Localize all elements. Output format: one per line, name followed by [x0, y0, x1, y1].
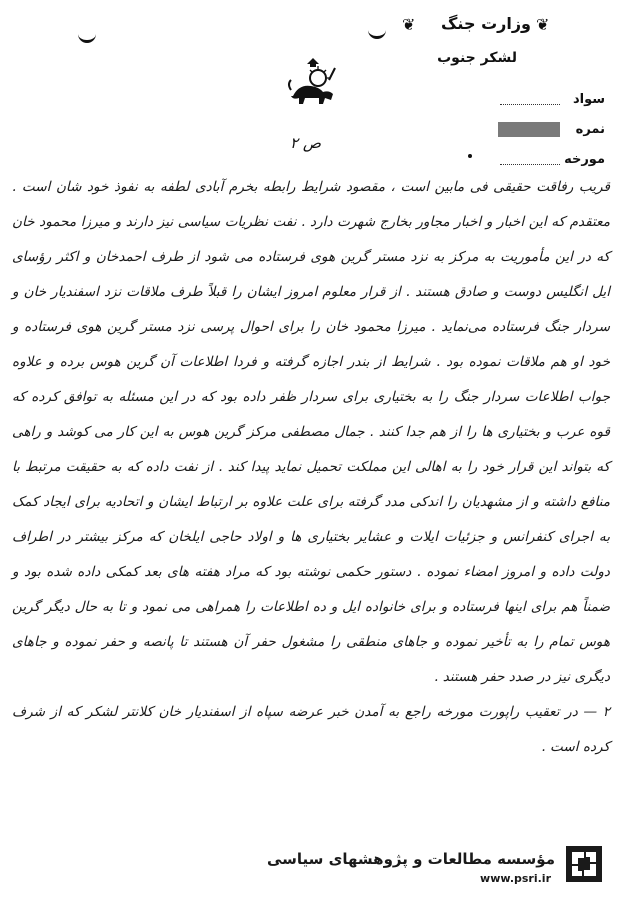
- ornament-right-icon: ❦: [536, 15, 550, 34]
- page-number: ص ۲: [290, 134, 321, 152]
- ink-dot: [468, 154, 472, 158]
- institute-name: مؤسسه مطالعات و پژوهشهای سیاسی: [266, 850, 555, 868]
- division-title: لشکر جنوب: [437, 50, 517, 66]
- date-label: مورخه: [564, 152, 605, 167]
- ornament-left-icon: ❦: [402, 15, 416, 34]
- copy-label: سواد: [572, 92, 605, 107]
- paragraph-2: ۲ — در تعقیب راپورت مورخه راجع به آمدن خبر عرضه سپاه از اسفندیار خان کلانتر لشکر که از شرف کرده است .: [12, 704, 610, 755]
- institute-url[interactable]: www.psri.ir: [480, 872, 551, 885]
- copy-line: [500, 104, 560, 105]
- paragraph-1: قریب رفاقت حقیقی فی مابین است ، مقصود شرایط رابطه بخرم آبادی لطفه به نفوذ خود شان است . معتقدم که این اخبار و اخبار مجاور بخارج شهرت دارد . نفت نظریات سیاسی نیز دارند و میرزا محمود خان که در این مأموریت به مرکز به نزد مستر گرین هوی فرستاده می شود از طرف احمدخان و اکثر رؤسای ایل انگلیس دوست و صادق هستند . از قرار معلوم امروز ایشان را قبلاً طرف ملاقات نزد اسفندیار خان و سردار جنگ فرستاده می‌نماید . میرزا محمود خان را برای احوال پرسی نزد مستر گرین هوی فرستاده و خود او هم ملاقات نموده بود . شرایط از بندر اجازه گرفته و فردا اطلاعات آن گرین هوس برده و علاوه جواب اطلاعات سردار جنگ را به بختیاری برای سردار ظفر داده بود که در این مسئله به توافق کرده که قوه عرب و بختیاری ها را از هم جدا کنند . جمال مصطفی مرکز گرین هوس به این کار می کوشد و راهی که بتواند این قرار خود را به اهالی این مملکت تحمیل نماید پیدا کند . از نفت داده که به حقیقت مرتبط با منافع داشته و از مشهدیان را اندکی مدد گرفته برای علت علاوه بر ارتباط ایشان و اتحادیه برای ایجاد کمک به اجرای کنفرانس و جزئیات ایلات و عشایر بختیاری ها و اولاد حاجی ایلخان که مرکز بیشتر در اطراف دولت داده و امروز امضاء نموده . دستور حکمی نوشته بود که مراد هفته های بعد کمکی داده شده بود و ضمناً هم برای اینها فرستاده و برای خانواده ایل و ده اطلاعات را همراهی می نمود و تا به حال دیگر گرین هوس تمام را به تأخیر نموده و جاهای منطقی را مشغول حفر آن هستند تا پانصه و حفر نموده و جاهای دیگری نیز در صدد حفر هستند .: [12, 179, 610, 685]
- lion-and-sun-icon: [285, 56, 341, 108]
- crescent-mark-right: [368, 24, 386, 39]
- date-line: [500, 164, 560, 165]
- psri-logo-icon: [566, 846, 602, 882]
- ministry-title: وزارت جنگ: [441, 14, 531, 33]
- letter-body: [12, 170, 610, 765]
- crescent-mark-left: [78, 28, 96, 43]
- redacted-number: [498, 122, 560, 137]
- number-label: نمره: [575, 122, 605, 137]
